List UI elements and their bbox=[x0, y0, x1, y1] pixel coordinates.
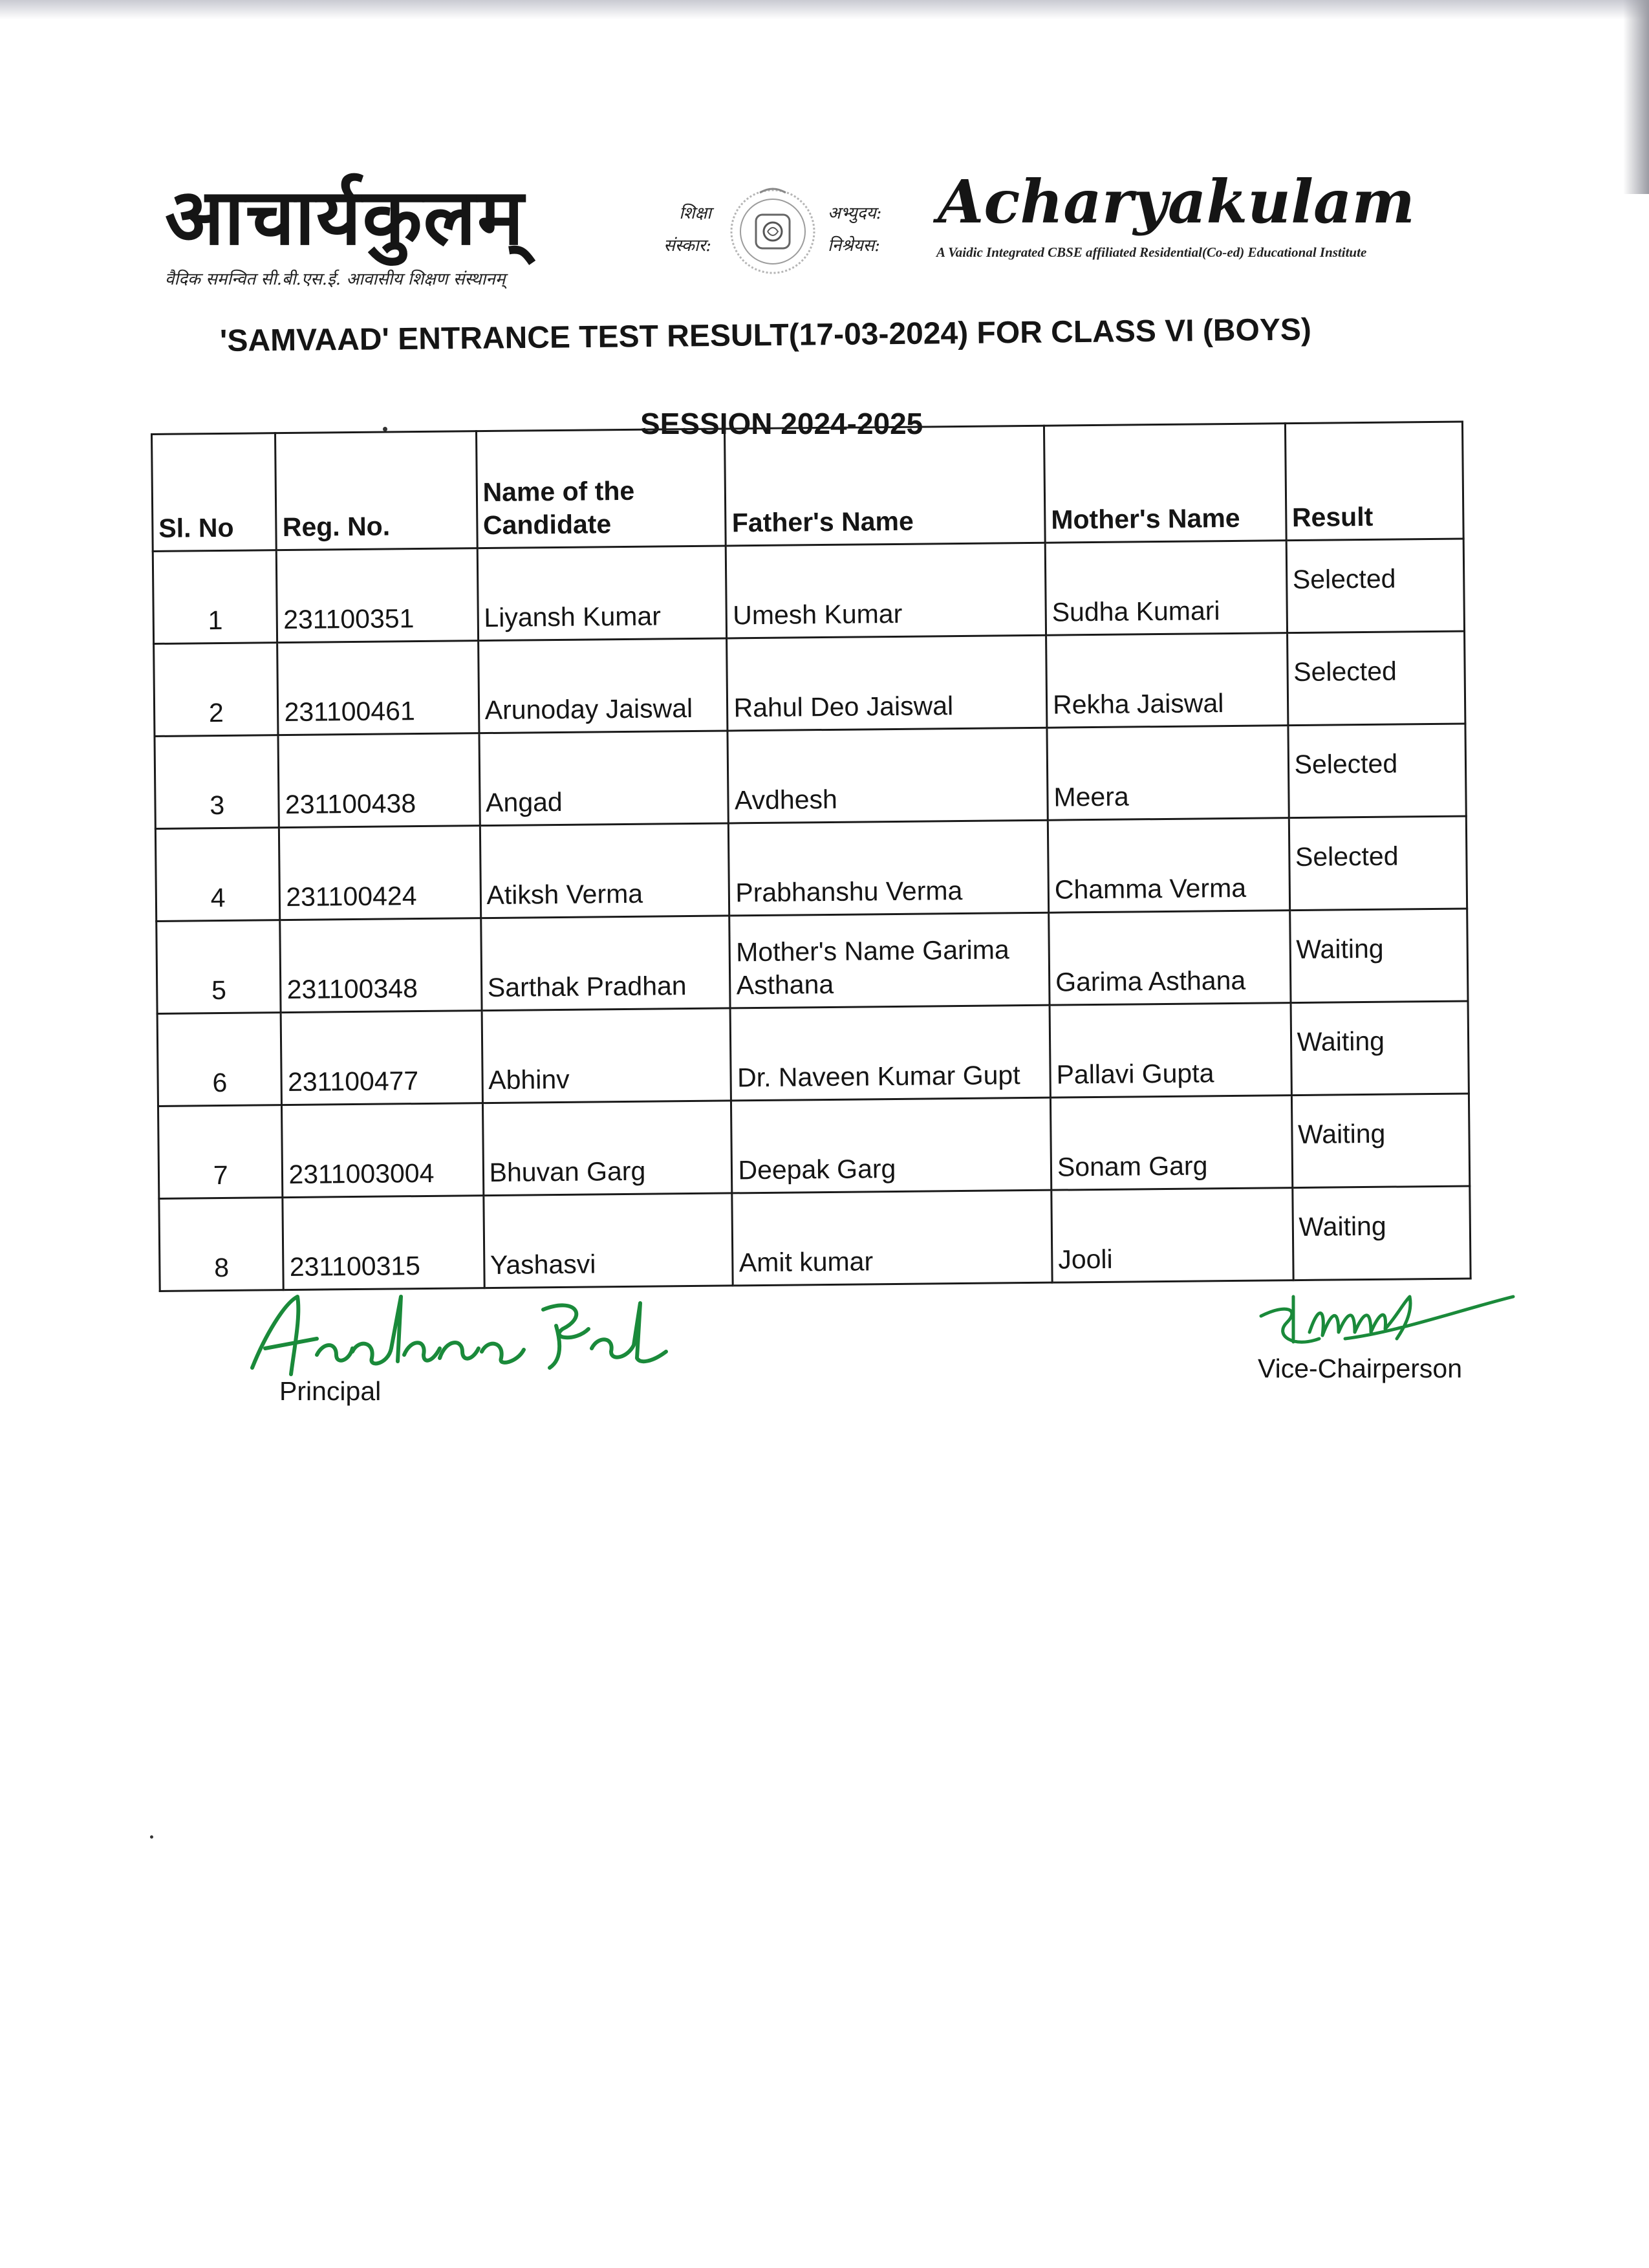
vice-chairperson-signature bbox=[1248, 1277, 1526, 1361]
emblem-logo bbox=[727, 181, 818, 278]
cell-father-name: Dr. Naveen Kumar Gupt bbox=[731, 1005, 1051, 1101]
principal-signature bbox=[239, 1277, 679, 1387]
cell-sl-no: 5 bbox=[156, 920, 281, 1014]
result-table-wrapper bbox=[151, 421, 1472, 1292]
cell-candidate-name: Angad bbox=[479, 731, 729, 826]
table-row bbox=[154, 631, 1465, 736]
header-result: Result bbox=[1285, 422, 1463, 541]
cell-mother-name: Sudha Kumari bbox=[1045, 541, 1287, 636]
institute-english-name: Acharyakulam bbox=[938, 167, 1415, 237]
cell-mother-name: Pallavi Gupta bbox=[1050, 1003, 1291, 1098]
cell-sl-no: 6 bbox=[157, 1013, 282, 1107]
cell-reg-no: 231100477 bbox=[281, 1011, 483, 1105]
cell-father-name: Prabhanshu Verma bbox=[729, 820, 1049, 916]
motto-left-line-2: संस्कार: bbox=[663, 236, 711, 255]
header-reg-no: Reg. No. bbox=[275, 431, 477, 550]
cell-reg-no: 231100315 bbox=[283, 1196, 484, 1290]
cell-candidate-name: Liyansh Kumar bbox=[477, 546, 727, 641]
cell-father-name: Amit kumar bbox=[732, 1190, 1052, 1286]
result-table bbox=[151, 421, 1472, 1292]
cell-father-name: Rahul Deo Jaiswal bbox=[727, 635, 1047, 731]
cell-reg-no: 231100351 bbox=[277, 548, 479, 643]
session-heading: SESSION 2024-2025 bbox=[640, 407, 923, 440]
cell-reg-no: 231100424 bbox=[279, 826, 481, 920]
motto-right-line-2: निश्रेयस: bbox=[828, 236, 880, 255]
cell-result: Waiting bbox=[1291, 1001, 1469, 1096]
header-mother-name: Mother's Name bbox=[1044, 424, 1286, 543]
cell-reg-no: 231100461 bbox=[277, 641, 479, 735]
cell-result: Waiting bbox=[1289, 909, 1468, 1003]
cell-candidate-name: Arunoday Jaiswal bbox=[478, 638, 727, 733]
cell-reg-no: 231100438 bbox=[278, 733, 480, 828]
vice-chairperson-label: Vice-Chairperson bbox=[1258, 1354, 1463, 1383]
scan-corner-shadow bbox=[1623, 0, 1649, 194]
header-father-name: Father's Name bbox=[725, 426, 1045, 546]
cell-candidate-name: Sarthak Pradhan bbox=[480, 916, 730, 1011]
principal-label: Principal bbox=[279, 1376, 382, 1406]
cell-mother-name: Chamma Verma bbox=[1048, 818, 1289, 913]
table-row bbox=[157, 1001, 1469, 1106]
cell-result: Waiting bbox=[1291, 1094, 1470, 1188]
motto-right bbox=[828, 197, 912, 262]
table-row bbox=[158, 1094, 1469, 1198]
cell-mother-name: Sonam Garg bbox=[1050, 1096, 1292, 1191]
header-sl-no: Sl. No bbox=[152, 433, 277, 552]
scan-edge-shadow bbox=[0, 0, 1649, 19]
cell-candidate-name: Abhinv bbox=[482, 1008, 731, 1103]
cell-candidate-name: Yashasvi bbox=[483, 1193, 733, 1288]
table-row bbox=[155, 724, 1466, 828]
cell-mother-name: Meera bbox=[1047, 726, 1289, 821]
cell-sl-no: 4 bbox=[155, 828, 280, 922]
table-row bbox=[159, 1186, 1471, 1291]
cell-father-name: Avdhesh bbox=[727, 728, 1048, 823]
cell-sl-no: 8 bbox=[159, 1198, 284, 1291]
cell-reg-no: 231100348 bbox=[280, 918, 482, 1013]
institute-hindi-name: आचार्यकुलम् bbox=[165, 171, 525, 263]
cell-sl-no: 1 bbox=[153, 550, 277, 644]
cell-sl-no: 3 bbox=[155, 735, 279, 829]
header-candidate-name: Name of the Candidate bbox=[476, 429, 726, 548]
table-row bbox=[156, 909, 1468, 1013]
motto-left-line-1: शिक्षा bbox=[679, 204, 711, 223]
cell-result: Selected bbox=[1288, 724, 1467, 818]
cell-result: Waiting bbox=[1292, 1186, 1471, 1280]
cell-candidate-name: Bhuvan Garg bbox=[482, 1101, 732, 1196]
result-title: 'SAMVAAD' ENTRANCE TEST RESULT(17-03-2024) FOR CLASS VI (BOYS) bbox=[219, 312, 1312, 358]
motto-right-line-1: अभ्युदय: bbox=[828, 204, 882, 223]
cell-mother-name: Jooli bbox=[1051, 1188, 1293, 1283]
cell-result: Selected bbox=[1289, 816, 1467, 911]
table-row bbox=[155, 816, 1467, 921]
cell-result: Selected bbox=[1287, 631, 1465, 726]
cell-candidate-name: Atiksh Verma bbox=[480, 823, 729, 918]
institute-hindi-subtitle: वैदिक समन्वित सी.बी.एस.ई. आवासीय शिक्षण संस्थानम् bbox=[165, 270, 506, 289]
table-row bbox=[153, 539, 1464, 643]
cell-reg-no: 2311003004 bbox=[282, 1103, 484, 1198]
scan-speck bbox=[150, 1835, 153, 1839]
cell-mother-name: Rekha Jaiswal bbox=[1046, 633, 1288, 728]
cell-sl-no: 7 bbox=[158, 1105, 283, 1199]
cell-father-name: Deepak Garg bbox=[731, 1097, 1051, 1193]
cell-mother-name: Garima Asthana bbox=[1049, 911, 1291, 1006]
cell-father-name: Mother's Name Garima Asthana bbox=[729, 913, 1050, 1008]
institute-tagline: A Vaidic Integrated CBSE affiliated Residential(Co-ed) Educational Institute bbox=[936, 244, 1367, 260]
cell-result: Selected bbox=[1286, 539, 1465, 633]
table-header-row bbox=[152, 422, 1464, 551]
motto-left bbox=[614, 197, 711, 262]
cell-father-name: Umesh Kumar bbox=[726, 543, 1046, 638]
cell-sl-no: 2 bbox=[154, 643, 279, 737]
